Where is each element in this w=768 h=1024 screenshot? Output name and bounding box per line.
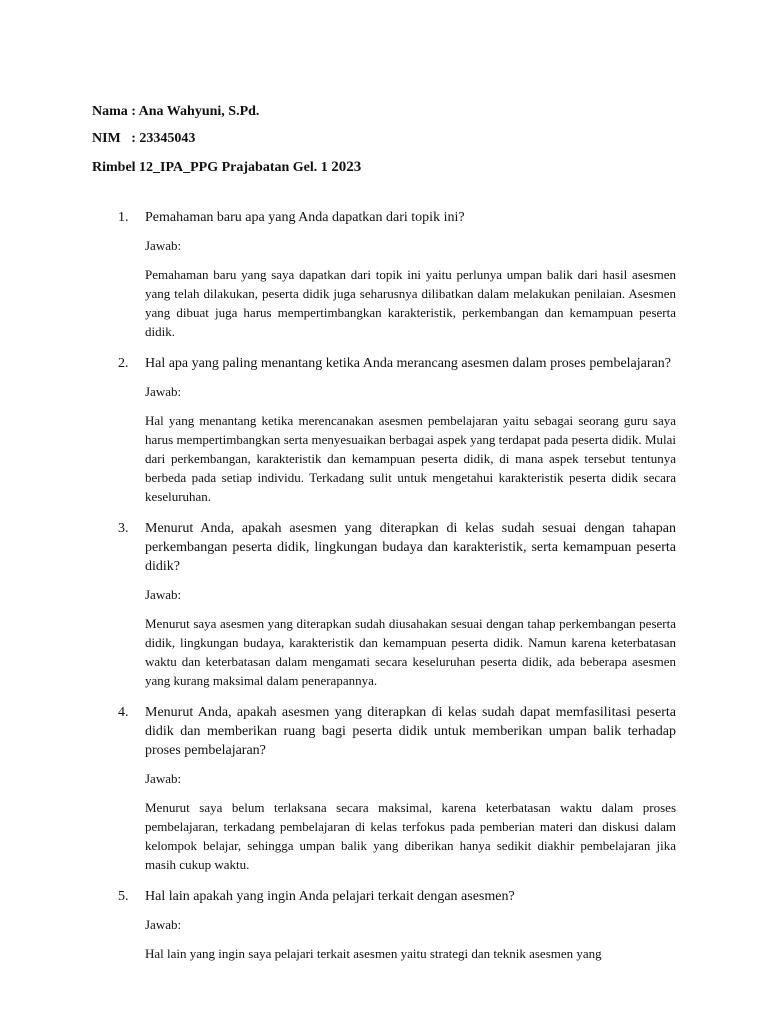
student-name: Nama : Ana Wahyuni, S.Pd. bbox=[92, 104, 260, 119]
question-number: 5. bbox=[118, 889, 129, 904]
question-number: 4. bbox=[118, 705, 129, 720]
answer-label: Jawab: bbox=[145, 587, 182, 602]
question-text: Menurut Anda, apakah asesmen yang diterapkan di kelas sudah sesuai dengan tahapan perkembangan peserta didik, lingkungan budaya dan karakteristik, serta kemampuan peserta didik? bbox=[145, 521, 676, 574]
answer-label: Jawab: bbox=[145, 238, 182, 253]
question-item-5 bbox=[92, 887, 676, 963]
question-text: Hal lain apakah yang ingin Anda pelajari terkait dengan asesmen? bbox=[145, 889, 515, 904]
question-item-1 bbox=[92, 208, 676, 341]
student-nim: NIM : 23345043 bbox=[92, 131, 196, 146]
rimbel-text: Rimbel 12_IPA_PPG Prajabatan Gel. 1 bbox=[92, 160, 332, 175]
answer-label: Jawab: bbox=[145, 384, 182, 399]
rimbel-year: 2023 bbox=[331, 159, 362, 175]
question-item-2 bbox=[92, 354, 676, 506]
question-number: 3. bbox=[118, 521, 129, 536]
answer-text: Menurut saya asesmen yang diterapkan sudah diusahakan sesuai dengan tahap perkembangan peserta didik, lingkungan budaya, karakteristik dan kemampuan peserta didik. Namun karena keterbatasan waktu dan keterbatasan dalam mengamati secara keseluruhan peserta didik, ada beberapa asesmen yang kurang maksimal dalam penerapannya. bbox=[145, 616, 676, 688]
answer-label: Jawab: bbox=[145, 771, 182, 786]
question-item-4 bbox=[92, 703, 676, 874]
answer-text: Pemahaman baru yang saya dapatkan dari topik ini yaitu perlunya umpan balik dari hasil asesmen yang telah dilakukan, peserta didik juga seharusnya dilibatkan dalam melakukan penilaian. Asesmen yang dibuat juga harus mempertimbangkan karakteristik, perkembangan dan kemampuan peserta didik. bbox=[145, 267, 676, 339]
question-text: Pemahaman baru apa yang Anda dapatkan dari topik ini? bbox=[145, 210, 465, 225]
question-number: 1. bbox=[118, 210, 129, 225]
answer-text: Hal lain yang ingin saya pelajari terkait asesmen yaitu strategi dan teknik asesmen yang bbox=[145, 946, 602, 961]
question-text: Menurut Anda, apakah asesmen yang diterapkan di kelas sudah dapat memfasilitasi peserta didik dan memberikan ruang bagi peserta didik untuk memberikan umpan balik terhadap proses pembelajaran? bbox=[145, 705, 676, 758]
answer-text: Hal yang menantang ketika merencanakan asesmen pembelajaran yaitu sebagai seorang guru saya harus mempertimbangkan serta menyesuaikan berbagai aspek yang terdapat pada peserta didik. Mulai dari perkembangan, karakteristik dan kemampuan peserta didik, di mana aspek tersebut tentunya berbeda pada setiap individu. Terkadang sulit untuk mengetahui karakteristik peserta didik secara keseluruhan. bbox=[145, 413, 676, 504]
answer-label: Jawab: bbox=[145, 917, 182, 932]
answer-text: Menurut saya belum terlaksana secara maksimal, karena keterbatasan waktu dalam proses pembelajaran, terkadang pembelajaran di kelas terfokus pada pemberian materi dan diskusi dalam kelompok belajar, sehingga umpan balik yang diberikan hanya sedikit diakhir pembelajaran jika masih cukup waktu. bbox=[145, 800, 676, 872]
question-text: Hal apa yang paling menantang ketika Anda merancang asesmen dalam proses pembelajaran? bbox=[145, 356, 671, 371]
question-list bbox=[92, 208, 676, 976]
question-number: 2. bbox=[118, 356, 129, 371]
student-rimbel bbox=[92, 158, 361, 177]
question-item-3 bbox=[92, 519, 676, 690]
